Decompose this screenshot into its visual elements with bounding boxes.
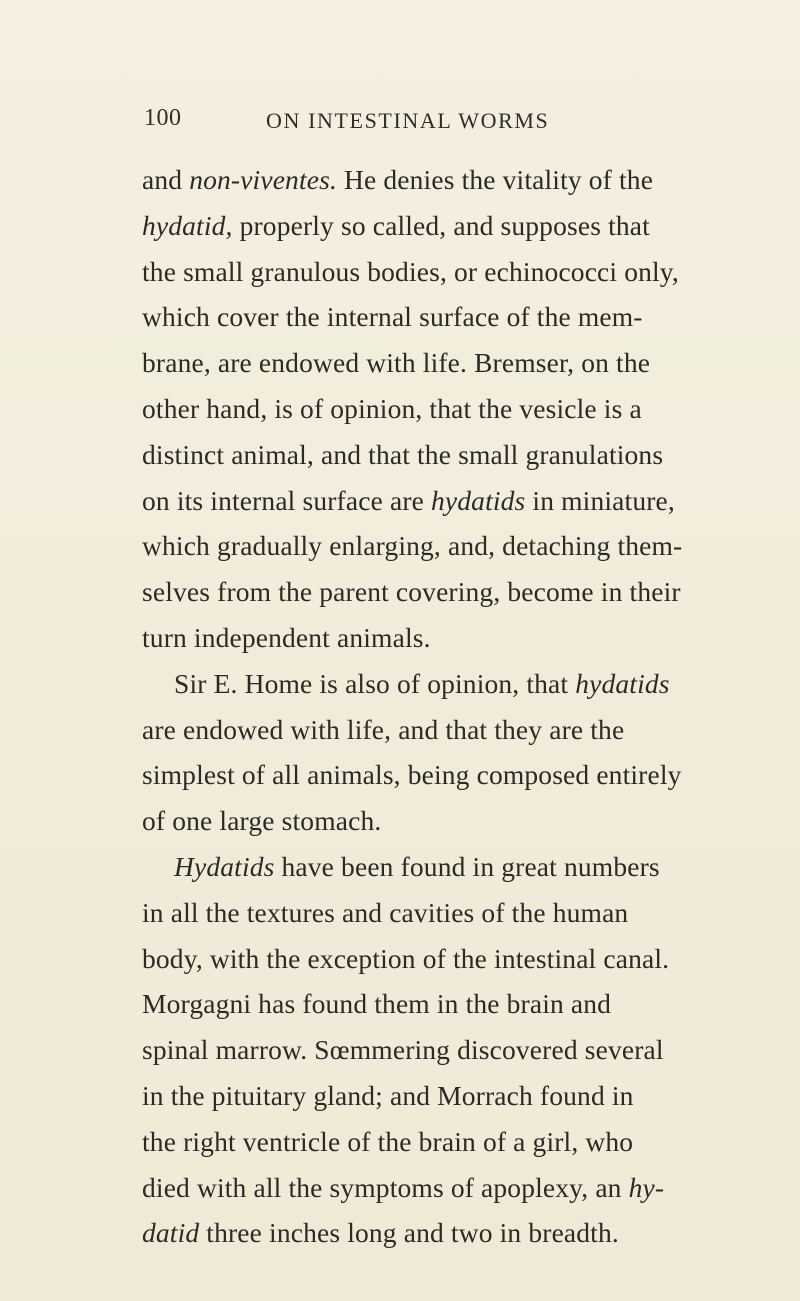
- line-text: and: [142, 164, 190, 195]
- line-text: of one large stomach.: [142, 805, 382, 837]
- text-line: [142, 981, 744, 1027]
- italic-term: Hydatids: [174, 850, 275, 882]
- text-line: [142, 523, 744, 569]
- text-line: [142, 936, 744, 982]
- text-line: [142, 569, 744, 615]
- line-text: in the pituitary gland; and Morrach found in: [142, 1079, 634, 1111]
- line-text: the small granulous bodies, or echinococci only,: [142, 255, 679, 287]
- line-text: on its internal surface are: [142, 484, 432, 516]
- text-line: [142, 798, 744, 844]
- line-text: distinct animal, and that the small granulations: [142, 438, 664, 470]
- text-line: [142, 752, 744, 798]
- text-line: [142, 432, 744, 478]
- line-text: body, with the exception of the intestinal canal.: [142, 942, 670, 974]
- text-line: [142, 1027, 744, 1073]
- text-line: [142, 340, 744, 386]
- text-line: [142, 294, 744, 340]
- text-line: [142, 478, 744, 524]
- line-text: have been found in great numbers: [274, 850, 660, 882]
- text-line: [142, 1165, 744, 1211]
- line-text: three inches long and two in breadth.: [199, 1217, 619, 1249]
- running-head: ON INTESTINAL WORMS: [266, 108, 550, 133]
- text-line: [142, 203, 744, 249]
- line-text: died with all the symptoms of apoplexy, an: [142, 1171, 629, 1203]
- body-text: [142, 157, 744, 1256]
- page-number: 100: [144, 105, 182, 131]
- line-text: turn independent animals.: [142, 621, 431, 653]
- line-text: other hand, is of opinion, that the vesicle is a: [142, 392, 642, 424]
- text-line: [142, 1119, 744, 1165]
- text-line: [142, 844, 744, 890]
- line-text: brane, are endowed with life. Bremser, on the: [142, 347, 651, 379]
- italic-term: non-viventes.: [189, 164, 337, 195]
- line-text: selves from the parent covering, become in their: [142, 576, 681, 608]
- line-text: in miniature,: [525, 484, 675, 516]
- text-line: [142, 1210, 744, 1256]
- italic-term: datid: [142, 1217, 200, 1249]
- line-text: simplest of all animals, being composed entirely: [142, 759, 682, 791]
- line-text: properly so called, and supposes that: [232, 209, 650, 241]
- italic-term: hydatids: [431, 484, 526, 516]
- text-line: [142, 249, 744, 295]
- line-text: which cover the internal surface of the mem-: [142, 301, 643, 333]
- line-text: which gradually enlarging, and, detaching them-: [142, 530, 683, 562]
- text-line: [142, 386, 744, 432]
- italic-term: hydatid,: [142, 209, 233, 241]
- text-line: [142, 157, 744, 203]
- line-text: the right ventricle of the brain of a girl, who: [142, 1125, 634, 1157]
- text-line: [142, 890, 744, 936]
- line-text: spinal marrow. Sœmmering discovered several: [142, 1034, 664, 1066]
- line-text: in all the textures and cavities of the human: [142, 896, 629, 928]
- text-line: [142, 707, 744, 753]
- text-line: [142, 1073, 744, 1119]
- page-header: [0, 105, 800, 145]
- line-text: Sir E. Home is also of opinion, that: [174, 667, 576, 699]
- text-line: [142, 661, 744, 707]
- line-text: are endowed with life, and that they are the: [142, 713, 625, 745]
- line-text: He denies the vitality of the: [336, 164, 654, 195]
- line-text: Morgagni has found them in the brain and: [142, 988, 612, 1020]
- italic-term: hydatids: [575, 667, 670, 699]
- italic-term: hy-: [628, 1171, 665, 1203]
- text-line: [142, 615, 744, 661]
